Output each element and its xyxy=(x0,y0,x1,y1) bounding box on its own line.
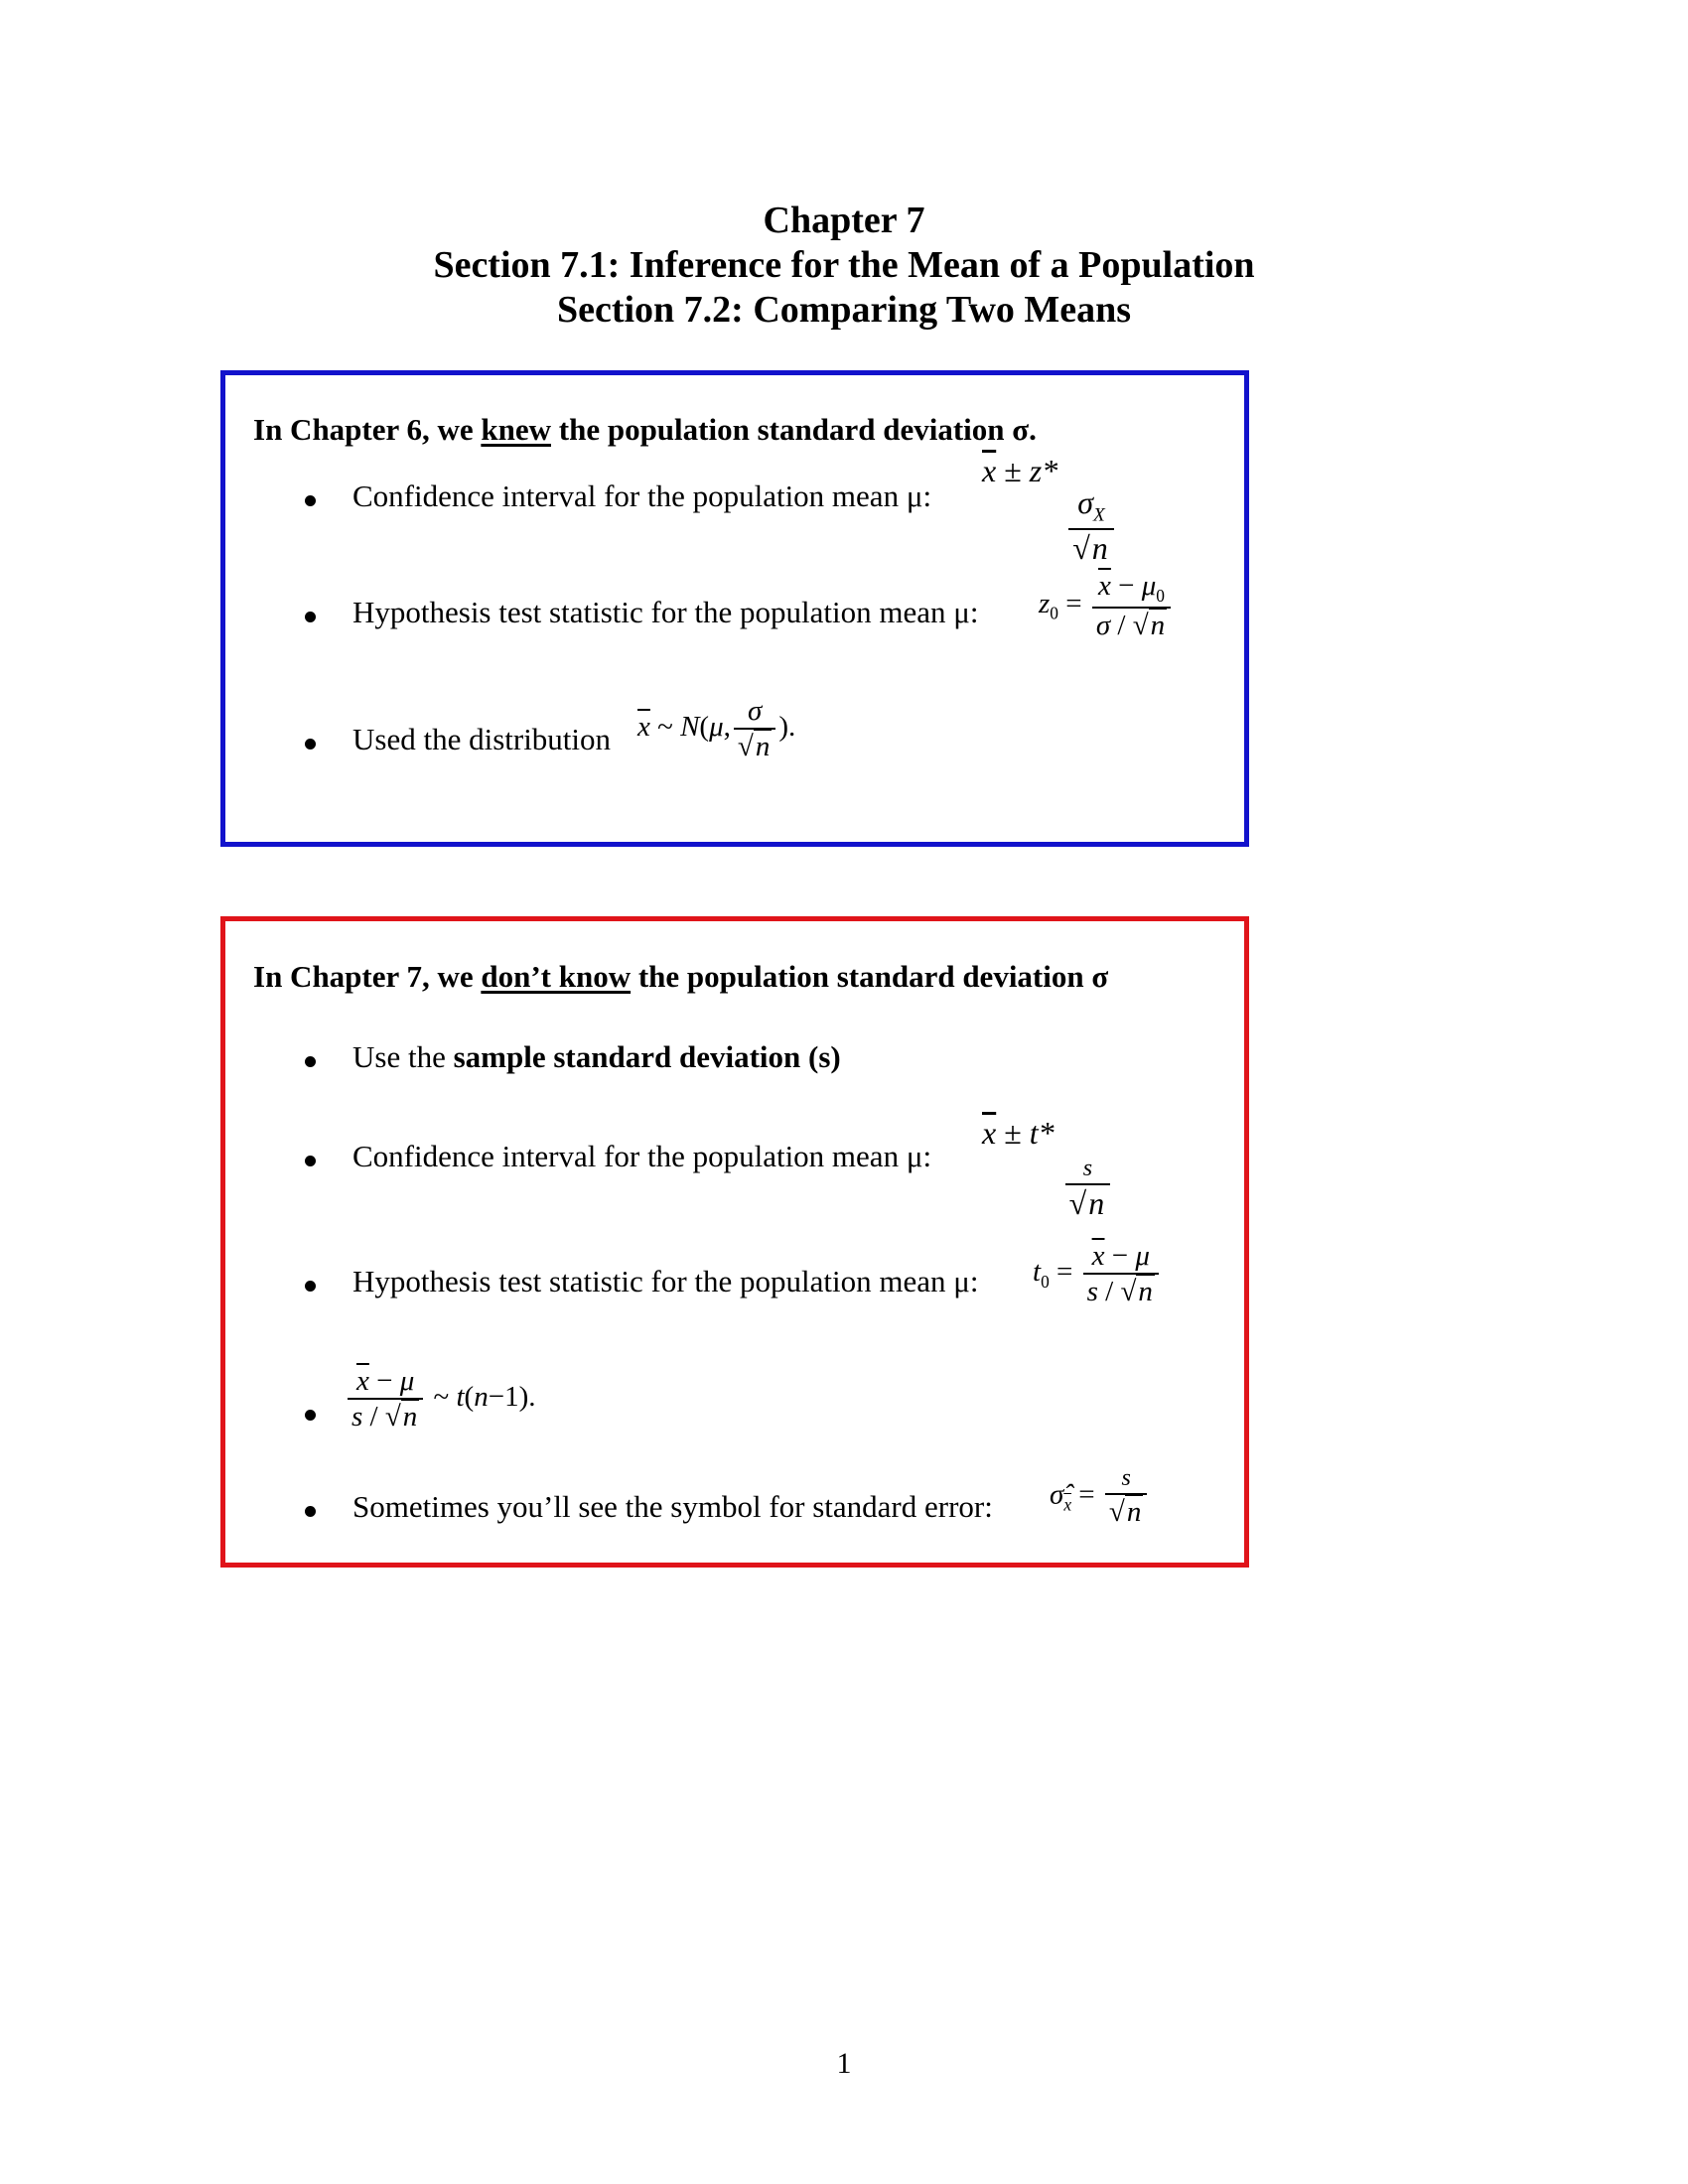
bullet-icon xyxy=(305,1156,316,1166)
heading-suffix: the population standard deviation σ xyxy=(631,959,1109,994)
heading-underlined: don’t know xyxy=(481,959,632,994)
item-text: Sometimes you’ll see the symbol for standard error: xyxy=(352,1489,993,1524)
section-7-1-title: Section 7.1: Inference for the Mean of a Population xyxy=(433,244,1255,286)
section-7-2-title: Section 7.2: Comparing Two Means xyxy=(556,289,1132,331)
bullet-icon xyxy=(305,612,316,622)
chapter-title: Chapter 7 xyxy=(763,200,925,241)
sampling-distribution-formula: $\overline{x}$ ~ N(μ, $\frac{\sigma}{√n}$ ). xyxy=(637,695,796,763)
standard-error-formula: $\sigmâ_{\overline{x}}$ = $\frac{s}{√n}$ xyxy=(1050,1466,1150,1528)
heading-prefix: In Chapter 7, we xyxy=(253,959,482,994)
list-item xyxy=(225,455,1238,564)
heading-prefix: In Chapter 6, we xyxy=(253,412,482,447)
item-text: Confidence interval for the population mean μ: xyxy=(352,478,932,513)
item-text: Used the distribution xyxy=(352,722,612,756)
list-item xyxy=(225,570,1238,688)
item-text-suffix: (s) xyxy=(800,1039,841,1074)
heading-suffix: the population standard deviation σ. xyxy=(551,412,1037,447)
bullet-icon xyxy=(305,1410,316,1421)
chapter-7-summary-box xyxy=(220,916,1249,1568)
z-test-statistic-formula: $z_0$ = $\frac{\overline{x} - \mu_0}{\sigma / √n}$ xyxy=(1039,571,1174,641)
chapter-6-summary-box xyxy=(220,370,1249,847)
item-text: Hypothesis test statistic for the population mean μ: xyxy=(352,595,979,629)
item-text-bold: sample standard deviation xyxy=(453,1039,801,1074)
bullet-icon xyxy=(305,1281,316,1292)
item-text: Hypothesis test statistic for the population mean μ: xyxy=(352,1264,979,1298)
item-text-prefix: Use the xyxy=(352,1039,454,1074)
list-item xyxy=(225,1021,1238,1130)
bullet-icon xyxy=(305,1056,316,1067)
t-test-statistic-formula: $t_0$ = $\frac{\overline{x} - \mu}{s / √n}$ xyxy=(1033,1241,1162,1307)
list-item xyxy=(225,695,1238,812)
heading-underlined: knew xyxy=(481,412,551,447)
list-item xyxy=(225,1462,1238,1571)
item-text: Confidence interval for the population mean μ: xyxy=(352,1139,932,1173)
chapter-6-heading xyxy=(253,412,1037,448)
bullet-icon xyxy=(305,1506,316,1517)
z-confidence-interval-formula: $\overline{x} \pm z*$ $\frac{\sigma_X}{√n}$ xyxy=(982,453,1117,565)
list-item xyxy=(225,1239,1238,1348)
chapter-7-heading xyxy=(253,959,1108,995)
list-item xyxy=(225,1115,1238,1224)
page-number: 1 xyxy=(836,2047,852,2080)
t-confidence-interval-formula: $\overline{x} \pm t*$ $\frac{s}{√n}$ xyxy=(982,1115,1113,1221)
item-text xyxy=(352,1039,841,1075)
bullet-icon xyxy=(305,739,316,750)
bullet-icon xyxy=(305,495,316,506)
list-item xyxy=(225,1363,1238,1472)
t-distribution-formula: $\frac{\overline{x} - \mu}{s / √n}$ ~ t(n−1). xyxy=(345,1366,535,1433)
